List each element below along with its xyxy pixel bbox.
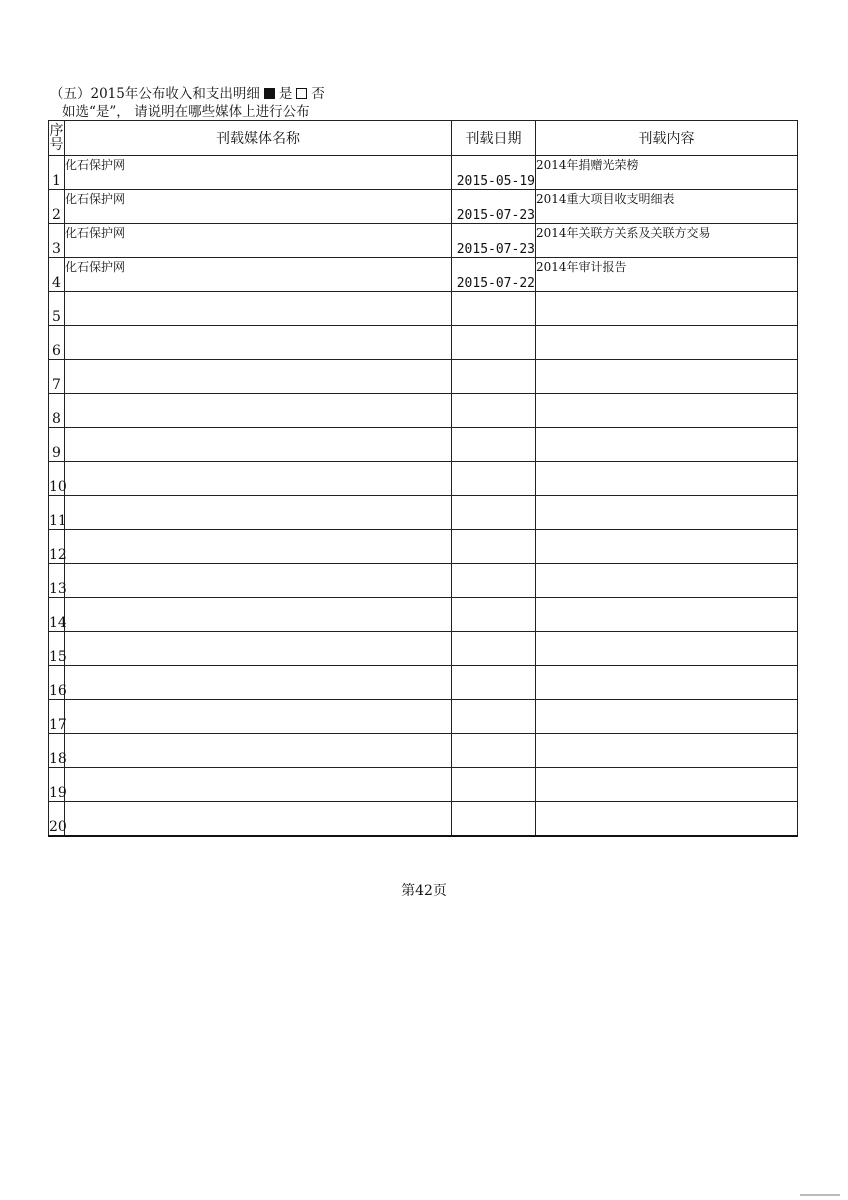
row-date-cell [452,768,536,802]
row-seq-cell: 3 [49,224,65,258]
row-seq-cell: 7 [49,360,65,394]
table-row [49,428,798,462]
row-content-cell: 2014重大项目收支明细表 [536,190,798,224]
row-date-cell [452,292,536,326]
checked-checkbox-icon[interactable] [264,88,275,99]
row-date-cell: 2015-07-22 [452,258,536,292]
table-row [49,292,798,326]
scan-mark [800,1194,840,1196]
page-number: 第42页 [401,883,447,899]
row-content-cell [536,632,798,666]
row-date-cell [452,564,536,598]
row-date-cell [452,496,536,530]
row-media-cell [65,700,452,734]
column-header-media: 刊载媒体名称 [65,121,452,156]
row-media-cell [65,394,452,428]
row-media-cell [65,530,452,564]
row-seq-cell: 8 [49,394,65,428]
row-seq-cell: 13 [49,564,65,598]
row-content-cell [536,496,798,530]
table-row [49,190,798,224]
row-seq-cell: 19 [49,768,65,802]
table-header-row [49,121,798,156]
row-content-cell [536,428,798,462]
table-row [49,394,798,428]
row-date-cell [452,598,536,632]
row-content-cell: 2014年捐赠光荣榜 [536,156,798,190]
table-row [49,564,798,598]
row-seq-cell: 6 [49,326,65,360]
row-date-cell [452,326,536,360]
table-row [49,360,798,394]
row-media-cell [65,496,452,530]
row-media-cell [65,360,452,394]
table-row [49,496,798,530]
row-seq-cell: 10 [49,462,65,496]
section-heading [50,86,325,102]
row-content-cell [536,598,798,632]
row-seq-cell: 2 [49,190,65,224]
unchecked-checkbox-icon[interactable] [296,88,307,99]
instruction-text: 如选“是”， 请说明在哪些媒体上进行公布 [62,104,310,120]
row-seq-cell: 18 [49,734,65,768]
row-seq-cell: 9 [49,428,65,462]
row-seq-cell: 5 [49,292,65,326]
row-date-cell [452,666,536,700]
row-content-cell [536,530,798,564]
table-row [49,666,798,700]
row-date-cell [452,802,536,837]
row-media-cell: 化石保护网 [65,224,452,258]
row-media-cell [65,734,452,768]
table-row [49,632,798,666]
row-content-cell [536,802,798,837]
row-seq-cell: 20 [49,802,65,837]
section-title: （五）2015年公布收入和支出明细 [50,86,260,102]
table-body [49,156,798,837]
row-seq-cell: 11 [49,496,65,530]
row-date-cell [452,360,536,394]
row-media-cell [65,768,452,802]
row-date-cell [452,462,536,496]
row-date-cell: 2015-07-23 [452,190,536,224]
row-content-cell [536,326,798,360]
column-header-content: 刊载内容 [536,121,798,156]
row-seq-cell: 15 [49,632,65,666]
table-row [49,462,798,496]
publication-table [48,120,798,837]
table-row [49,734,798,768]
row-media-cell: 化石保护网 [65,190,452,224]
row-date-cell: 2015-05-19 [452,156,536,190]
row-content-cell [536,462,798,496]
column-header-date: 刊载日期 [452,121,536,156]
table-row [49,326,798,360]
option-yes-label: 是 [278,86,293,102]
row-seq-cell: 4 [49,258,65,292]
row-media-cell [65,462,452,496]
table-row [49,768,798,802]
row-content-cell [536,768,798,802]
row-content-cell: 2014年关联方关系及关联方交易 [536,224,798,258]
table-row [49,258,798,292]
table-row [49,802,798,837]
row-seq-cell: 14 [49,598,65,632]
row-media-cell [65,666,452,700]
option-no-label: 否 [311,86,325,102]
row-content-cell [536,360,798,394]
row-content-cell [536,734,798,768]
row-date-cell [452,530,536,564]
table-row [49,156,798,190]
row-content-cell [536,292,798,326]
row-date-cell [452,394,536,428]
row-seq-cell: 17 [49,700,65,734]
row-seq-cell: 16 [49,666,65,700]
row-media-cell [65,632,452,666]
row-media-cell [65,564,452,598]
table-row [49,224,798,258]
row-media-cell [65,428,452,462]
row-media-cell: 化石保护网 [65,156,452,190]
row-date-cell [452,734,536,768]
row-media-cell: 化石保护网 [65,258,452,292]
table-row [49,530,798,564]
table-row [49,598,798,632]
row-content-cell: 2014年审计报告 [536,258,798,292]
column-header-seq: 序号 [49,121,65,156]
row-date-cell [452,632,536,666]
row-media-cell [65,598,452,632]
row-media-cell [65,326,452,360]
row-date-cell [452,700,536,734]
row-date-cell [452,428,536,462]
row-media-cell [65,292,452,326]
row-content-cell [536,394,798,428]
row-content-cell [536,564,798,598]
row-media-cell [65,802,452,837]
row-seq-cell: 1 [49,156,65,190]
row-date-cell: 2015-07-23 [452,224,536,258]
row-content-cell [536,666,798,700]
row-content-cell [536,700,798,734]
row-seq-cell: 12 [49,530,65,564]
table-row [49,700,798,734]
